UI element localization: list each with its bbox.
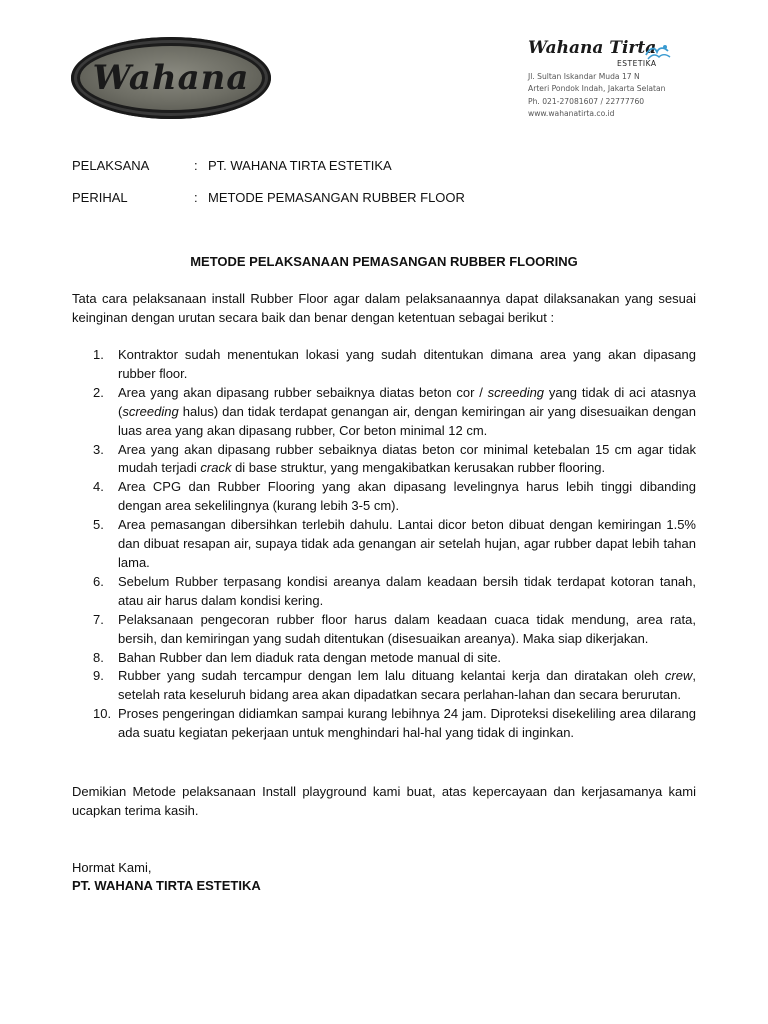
- item-number: 3.: [93, 441, 104, 457]
- item-italic-term: screeding: [487, 384, 545, 400]
- method-item: [72, 573, 696, 611]
- item-text: Area pemasangan dibersihkan terlebih dahulu. Lantai dicor beton dibuat dengan kemiringan 1.5% dan dibuat resapan air, supaya tidak ada genangan air setelah hujan, agar rubber dapat lebih tahan lama.: [118, 517, 696, 570]
- method-item: [72, 705, 696, 743]
- item-italic-term: crew: [664, 668, 693, 684]
- wahana-logo: [71, 37, 271, 119]
- item-text: Rubber yang sudah tercampur dengan lem lalu dituang kelantai kerja dan diratakan oleh: [118, 668, 665, 684]
- method-item: [72, 384, 696, 441]
- method-item: [72, 667, 696, 705]
- item-number: 8.: [93, 649, 104, 665]
- item-italic-term: screeding: [122, 403, 179, 419]
- phone-line: Ph. 021-27081607 / 22777760: [528, 96, 645, 106]
- logo-text: Wahana: [92, 58, 250, 98]
- intro-paragraph: Tata cara pelaksanaan install Rubber Floor agar dalam pelaksanaannya dapat dilaksanakan yang sesuai keinginan dengan urutan secara baik dan benar dengan ketentuan sebagai berikut :: [72, 291, 696, 325]
- website-line: www.wahanatirta.co.id: [528, 108, 615, 118]
- document-title: METODE PELAKSANAAN PEMASANGAN RUBBER FLOORING: [190, 254, 578, 269]
- brand-name: Wahana Tirta: [528, 38, 657, 58]
- item-number: 4.: [93, 479, 104, 495]
- address-line: Arteri Pondok Indah, Jakarta Selatan: [528, 84, 666, 94]
- perihal-row: [72, 190, 465, 206]
- item-number: 10.: [93, 706, 112, 722]
- address-line: Jl. Sultan Iskandar Muda 17 N: [528, 72, 640, 81]
- item-text: Area CPG dan Rubber Flooring yang akan dipasang levelingnya harus lebih tinggi dibanding dengan area sekelilingnya (kurang lebih 3-5 cm).: [118, 479, 696, 514]
- item-number: 2.: [93, 384, 104, 400]
- item-number: 9.: [93, 668, 104, 684]
- method-item: [72, 441, 696, 479]
- item-text: Sebelum Rubber terpasang kondisi areanya dalam keadaan bersih tidak terdapat kotoran tanah, atau air harus dalam kondisi kering.: [118, 573, 696, 608]
- method-item: [72, 649, 696, 668]
- method-item: [72, 516, 696, 573]
- pelaksana-row: [72, 158, 392, 174]
- perihal-colon: :: [194, 190, 198, 205]
- perihal-value: METODE PEMASANGAN RUBBER FLOOR: [208, 190, 465, 205]
- method-item: [72, 346, 696, 384]
- method-list: [72, 346, 696, 743]
- pelaksana-label: PELAKSANA: [72, 158, 150, 173]
- brand-address: [528, 71, 666, 120]
- item-text: Bahan Rubber dan lem diaduk rata dengan metode manual di site.: [118, 649, 502, 665]
- item-number: 6.: [93, 573, 104, 589]
- closing-paragraph: Demikian Metode pelaksanaan Install playground kami buat, atas kepercayaan dan kerjasamanya kami ucapkan terima kasih.: [72, 784, 696, 818]
- item-text: Kontraktor sudah menentukan lokasi yang sudah ditentukan dimana area yang akan dipasang rubber floor.: [118, 347, 696, 381]
- item-number: 5.: [93, 517, 104, 533]
- brand-subtitle: ESTETIKA: [617, 59, 657, 68]
- letterhead: [528, 38, 708, 118]
- item-text: halus) dan tidak terdapat genangan air, dengan kemiringan air yang disesuaikan dengan luas area yang akan dipasang rubber, Cor beton minimal 12 cm.: [118, 403, 696, 438]
- method-item: [72, 611, 696, 649]
- signoff-company: PT. WAHANA TIRTA ESTETIKA: [72, 878, 261, 893]
- pelaksana-colon: :: [194, 158, 198, 173]
- perihal-label: PERIHAL: [72, 190, 128, 205]
- signoff-greeting: Hormat Kami,: [72, 860, 152, 875]
- item-text: , setelah rata keseluruh bidang area akan dipadatkan secara perlahan-lahan dan secara berurutan.: [118, 668, 696, 703]
- item-text: Proses pengeringan didiamkan sampai kurang lebihnya 24 jam. Diproteksi disekeliling area dilarang ada suatu kegiatan pekerjaan untuk menghindari hal-hal yang tidak di inginkan.: [118, 706, 696, 741]
- item-text: di base struktur, yang mengakibatkan kerusakan rubber flooring.: [231, 460, 606, 476]
- item-text: yang tidak di aci atasnya (: [118, 384, 696, 419]
- item-italic-term: crack: [200, 460, 232, 476]
- item-number: 1.: [93, 347, 104, 362]
- pelaksana-value: PT. WAHANA TIRTA ESTETIKA: [208, 158, 392, 173]
- method-item: [72, 478, 696, 516]
- item-number: 7.: [93, 611, 104, 627]
- item-text: Area yang akan dipasang rubber sebaiknya diatas beton cor minimal ketebalan 15 cm agar tidak mudah terjadi: [118, 441, 696, 476]
- item-text: Pelaksanaan pengecoran rubber floor harus dalam keadaan cuaca tidak mendung, area rata, bersih, dan kemiringan yang sudah ditentukan (disesuaikan areanya). Maka siap dikerjakan.: [118, 611, 696, 646]
- logo-badge: [77, 43, 265, 113]
- item-text: Area yang akan dipasang rubber sebaiknya diatas beton cor /: [118, 384, 488, 400]
